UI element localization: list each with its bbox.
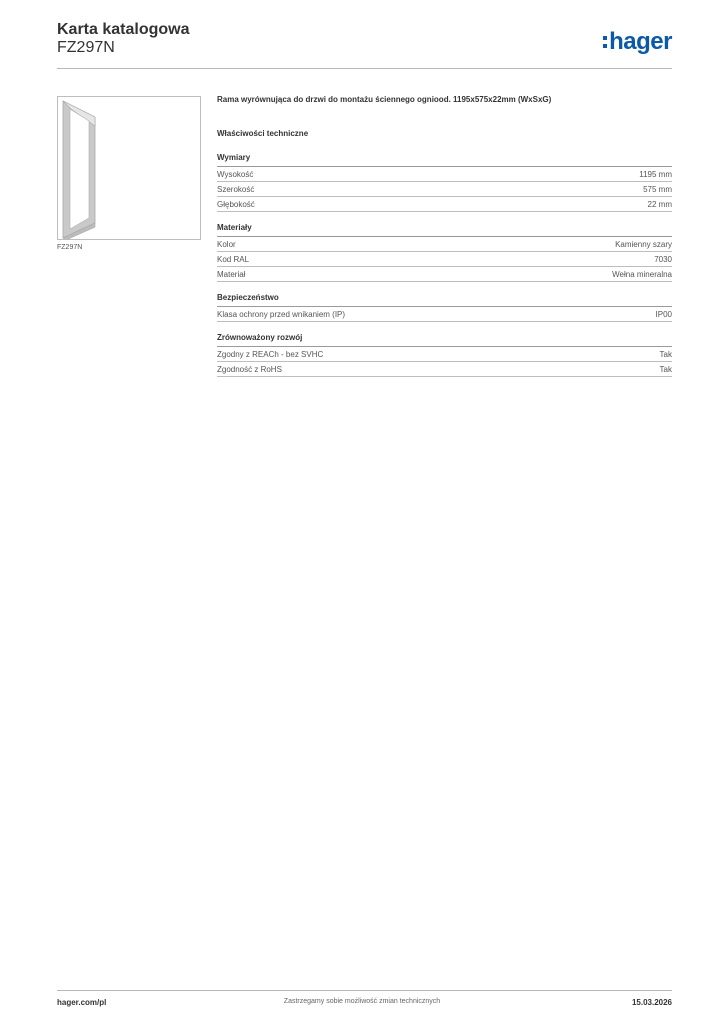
logo-dots-icon xyxy=(603,34,607,50)
spec-label: Wysokość xyxy=(217,169,254,179)
spec-value: 22 mm xyxy=(647,199,672,209)
spec-value: Tak xyxy=(659,349,672,359)
spec-label: Szerokość xyxy=(217,184,255,194)
spec-group-materials xyxy=(217,222,672,282)
spec-row xyxy=(217,307,672,322)
product-description: Rama wyrównująca do drzwi do montażu ściennego ogniood. 1195x575x22mm (WxSxG) xyxy=(217,95,552,104)
spec-label: Zgodny z REACh - bez SVHC xyxy=(217,349,324,359)
logo-text: hager xyxy=(609,28,672,55)
spec-value: Tak xyxy=(659,364,672,374)
spec-value: Kamienny szary xyxy=(615,239,672,249)
product-details xyxy=(217,94,672,387)
spec-label: Głębokość xyxy=(217,199,255,209)
spec-group-title: Wymiary xyxy=(217,152,672,167)
spec-row xyxy=(217,167,672,182)
spec-group-safety xyxy=(217,292,672,322)
spec-group-title: Materiały xyxy=(217,222,672,237)
website-link[interactable]: hager.com/pl xyxy=(57,998,107,1007)
spec-row xyxy=(217,347,672,362)
spec-group-title: Zrównoważony rozwój xyxy=(217,332,672,347)
spec-label: Klasa ochrony przed wnikaniem (IP) xyxy=(217,309,346,319)
footer-divider xyxy=(57,990,672,991)
spec-group-sustainability xyxy=(217,332,672,377)
spec-label: Kod RAL xyxy=(217,254,250,264)
spec-row xyxy=(217,237,672,252)
frame-icon xyxy=(58,97,200,239)
image-caption: FZ297N xyxy=(57,244,83,251)
spec-label: Kolor xyxy=(217,239,236,249)
document-title: Karta katalogowa xyxy=(57,21,190,38)
spec-row xyxy=(217,362,672,377)
spec-group-dimensions xyxy=(217,152,672,212)
spec-row xyxy=(217,267,672,282)
spec-row xyxy=(217,197,672,212)
spec-value: IP00 xyxy=(655,309,672,319)
product-code: FZ297N xyxy=(57,39,115,56)
spec-group-title: Bezpieczeństwo xyxy=(217,292,672,307)
footer-notice: Zastrzegamy sobie możliwość zmian technicznych xyxy=(283,998,441,1005)
spec-value: Wełna mineralna xyxy=(612,269,672,279)
spec-row xyxy=(217,252,672,267)
spec-value: 1195 mm xyxy=(639,169,672,179)
hager-logo xyxy=(603,28,672,56)
spec-label: Materiał xyxy=(217,269,246,279)
product-image xyxy=(57,96,201,240)
specs-heading: Właściwości techniczne xyxy=(217,129,309,138)
footer-date: 15.03.2026 xyxy=(631,998,672,1007)
spec-row xyxy=(217,182,672,197)
spec-label: Zgodność z RoHS xyxy=(217,364,282,374)
spec-value: 7030 xyxy=(654,254,672,264)
spec-value: 575 mm xyxy=(643,184,672,194)
header-divider xyxy=(57,68,672,69)
